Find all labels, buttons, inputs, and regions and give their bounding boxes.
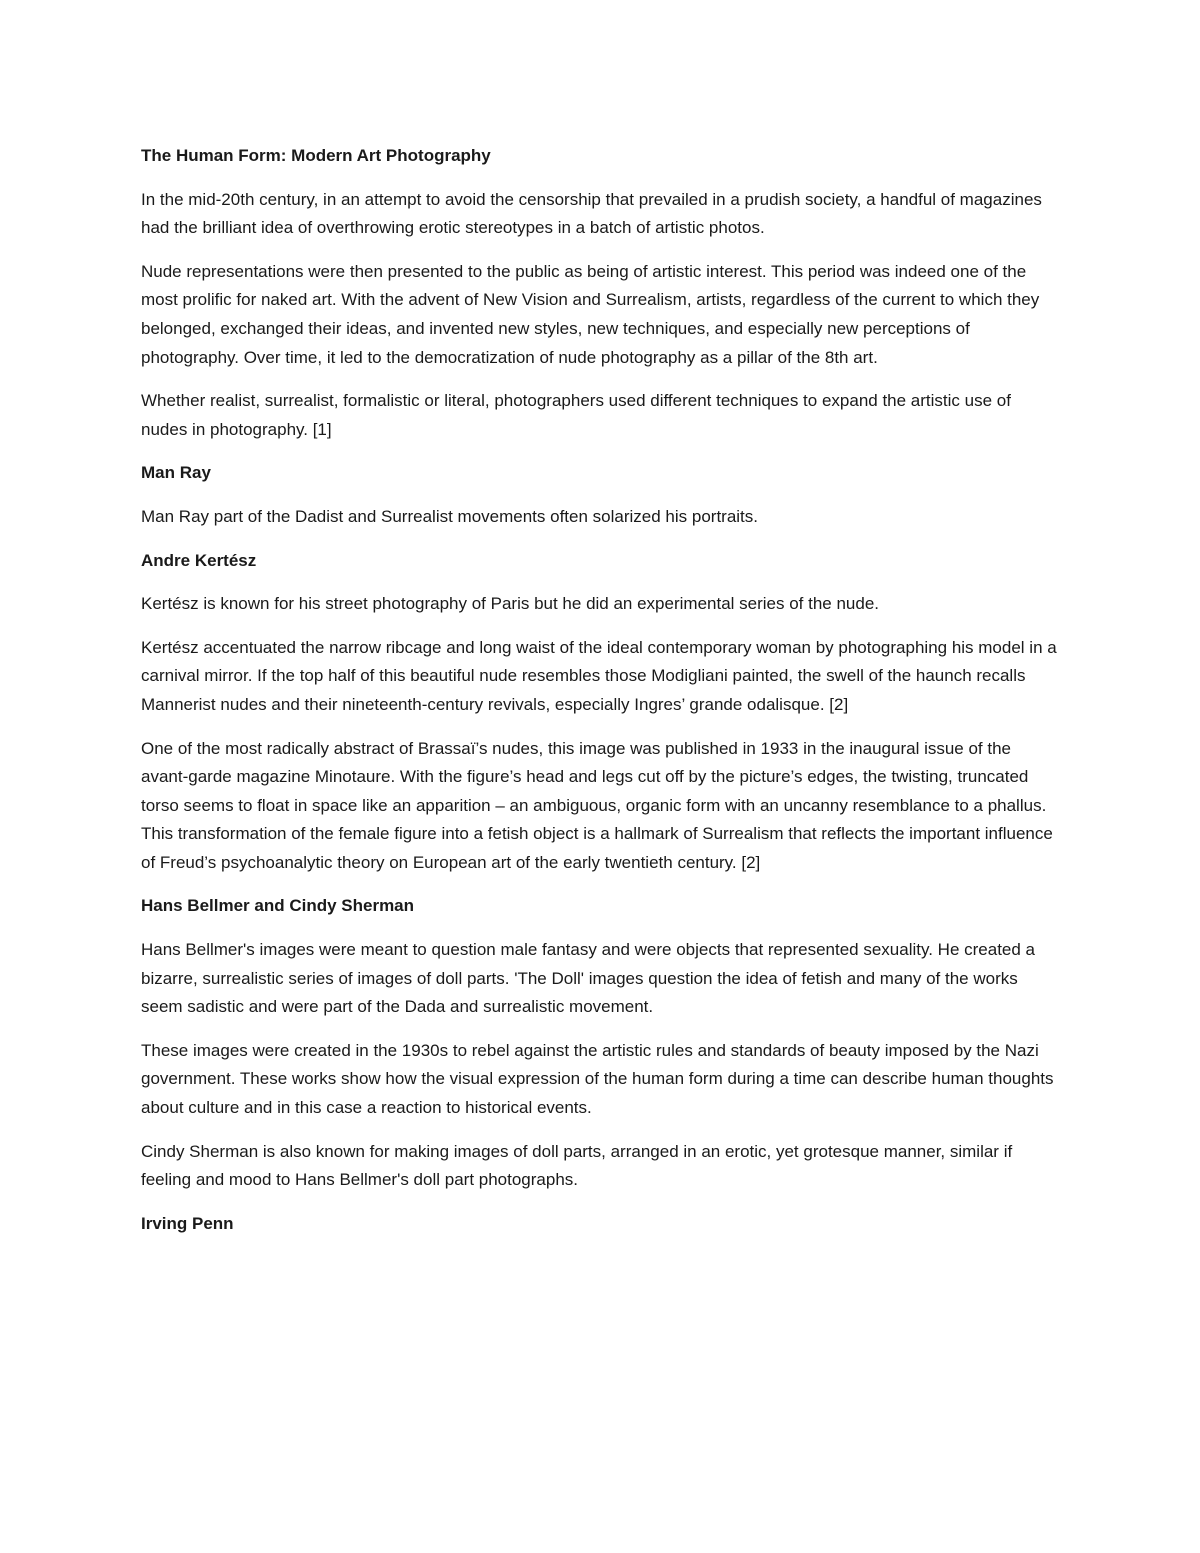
section-heading-man-ray: Man Ray xyxy=(141,463,211,483)
section-paragraph: These images were created in the 1930s to rebel against the artistic rules and standards of beauty imposed by the Nazi government. These works show how the visual expression of the human form during a time can describe human thoughts about culture and in this case a reaction to historical events. xyxy=(141,1040,1054,1118)
document-body xyxy=(141,142,1061,1253)
section-paragraph: Hans Bellmer's images were meant to question male fantasy and were objects that represented sexuality. He created a bizarre, surrealistic series of images of doll parts. 'The Doll' images question the idea of fetish and many of the works seem sadistic and were part of the Dada and surrealistic movement. xyxy=(141,940,1036,1017)
section-paragraph: Man Ray part of the Dadist and Surrealist movements often solarized his portraits. xyxy=(141,506,759,526)
intro-paragraph: In the mid-20th century, in an attempt to avoid the censorship that prevailed in a prudish society, a handful of magazines had the brilliant idea of overthrowing erotic stereotypes in a batch of artistic photos. xyxy=(141,189,1042,238)
section-paragraph: Kertész accentuated the narrow ribcage and long waist of the ideal contemporary woman by photographing his model in a carnival mirror. If the top half of this beautiful nude resembles those Modigliani painted, the swell of the haunch recalls Mannerist nudes and their nineteenth-century revivals, especially Ingres’ grande odalisque. [2] xyxy=(141,637,1057,714)
intro-paragraph: Nude representations were then presented to the public as being of artistic interest. This period was indeed one of the most prolific for naked art. With the advent of New Vision and Surrealism, artists, regardless of the current to which they belonged, exchanged their ideas, and invented new styles, new techniques, and especially new perceptions of photography. Over time, it led to the democratization of nude photography as a pillar of the 8th art. xyxy=(141,261,1040,367)
section-heading-irving-penn: Irving Penn xyxy=(141,1213,234,1233)
section-paragraph: One of the most radically abstract of Brassaï’s nudes, this image was published in 1933 in the inaugural issue of the avant-garde magazine Minotaure. With the figure’s head and legs cut off by the picture’s edges, the twisting, truncated torso seems to float in space like an apparition – an ambiguous, organic form with an uncanny resemblance to a phallus. This transformation of the female figure into a fetish object is a hallmark of Surrealism that reflects the important influence of Freud’s psychoanalytic theory on European art of the early twentieth century. [2] xyxy=(141,738,1053,872)
document-title: The Human Form: Modern Art Photography xyxy=(141,146,491,165)
intro-paragraph: Whether realist, surrealist, formalistic or literal, photographers used different techniques to expand the artistic use of nudes in photography. [1] xyxy=(141,391,1011,439)
section-heading-andre-kertesz: Andre Kertész xyxy=(141,550,257,570)
section-paragraph: Cindy Sherman is also known for making images of doll parts, arranged in an erotic, yet grotesque manner, similar if feeling and mood to Hans Bellmer's doll part photographs. xyxy=(141,1141,1013,1190)
section-paragraph: Kertész is known for his street photography of Paris but he did an experimental series of the nude. xyxy=(141,594,880,614)
section-heading-hans-bellmer-cindy-sherman: Hans Bellmer and Cindy Sherman xyxy=(141,896,415,916)
